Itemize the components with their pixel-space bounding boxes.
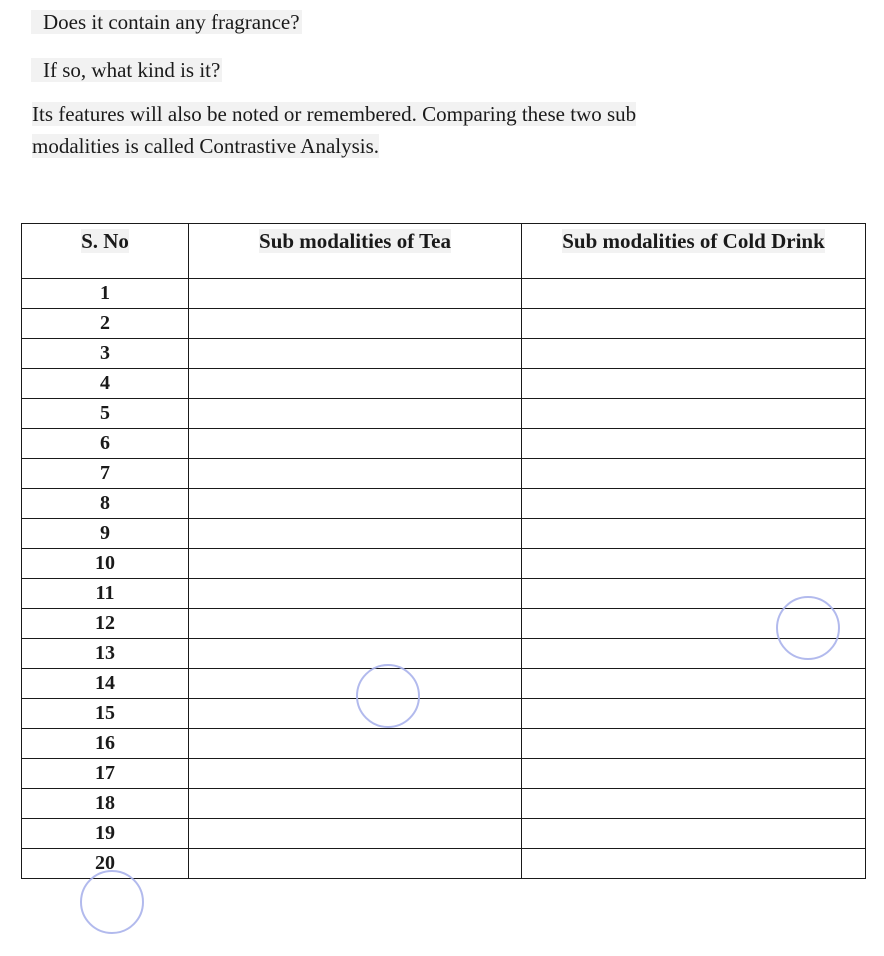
serial-number-cell: 12: [22, 609, 189, 639]
paragraph-contrastive-analysis: [32, 98, 636, 162]
serial-number-cell: 17: [22, 759, 189, 789]
cold-drink-entry-cell[interactable]: [522, 819, 866, 849]
tea-entry-cell[interactable]: [189, 849, 522, 879]
cold-drink-entry-cell[interactable]: [522, 849, 866, 879]
serial-number-cell: 6: [22, 429, 189, 459]
serial-number-cell: 20: [22, 849, 189, 879]
table-row: [22, 639, 866, 669]
tea-entry-cell[interactable]: [189, 279, 522, 309]
table-row: [22, 579, 866, 609]
decorative-circle: [356, 664, 420, 728]
cold-drink-entry-cell[interactable]: [522, 699, 866, 729]
tea-entry-cell[interactable]: [189, 639, 522, 669]
table-row: [22, 789, 866, 819]
serial-number-cell: 7: [22, 459, 189, 489]
decorative-circle: [776, 596, 840, 660]
cold-drink-entry-cell[interactable]: [522, 369, 866, 399]
cold-drink-entry-cell[interactable]: [522, 759, 866, 789]
serial-number-cell: 13: [22, 639, 189, 669]
tea-entry-cell[interactable]: [189, 789, 522, 819]
table-row: [22, 699, 866, 729]
table-row: [22, 759, 866, 789]
tea-entry-cell[interactable]: [189, 519, 522, 549]
table-row: [22, 369, 866, 399]
tea-entry-cell[interactable]: [189, 609, 522, 639]
question-fragrance: Does it contain any fragrance?: [31, 6, 302, 38]
serial-number-cell: 16: [22, 729, 189, 759]
table-row: [22, 309, 866, 339]
serial-number-cell: 8: [22, 489, 189, 519]
cold-drink-entry-cell[interactable]: [522, 339, 866, 369]
tea-entry-cell[interactable]: [189, 459, 522, 489]
cold-drink-entry-cell[interactable]: [522, 399, 866, 429]
tea-entry-cell[interactable]: [189, 819, 522, 849]
table-row: [22, 819, 866, 849]
cold-drink-entry-cell[interactable]: [522, 279, 866, 309]
tea-entry-cell[interactable]: [189, 369, 522, 399]
table-row: [22, 549, 866, 579]
cold-drink-entry-cell[interactable]: [522, 789, 866, 819]
tea-entry-cell[interactable]: [189, 729, 522, 759]
tea-entry-cell[interactable]: [189, 759, 522, 789]
header-cold-drink: Sub modalities of Cold Drink: [522, 224, 866, 279]
header-serial-no: S. No: [22, 224, 189, 279]
table-row: [22, 339, 866, 369]
serial-number-cell: 15: [22, 699, 189, 729]
serial-number-cell: 9: [22, 519, 189, 549]
tea-entry-cell[interactable]: [189, 549, 522, 579]
paragraph-line-1: Its features will also be noted or remembered. Comparing these two sub: [32, 102, 637, 126]
cold-drink-entry-cell[interactable]: [522, 669, 866, 699]
table-row: [22, 729, 866, 759]
table-row: [22, 459, 866, 489]
serial-number-cell: 19: [22, 819, 189, 849]
tea-entry-cell[interactable]: [189, 309, 522, 339]
table-row: [22, 489, 866, 519]
tea-entry-cell[interactable]: [189, 489, 522, 519]
cold-drink-entry-cell[interactable]: [522, 519, 866, 549]
serial-number-cell: 10: [22, 549, 189, 579]
table-row: [22, 519, 866, 549]
serial-number-cell: 5: [22, 399, 189, 429]
decorative-circle: [80, 870, 144, 934]
tea-entry-cell[interactable]: [189, 399, 522, 429]
tea-entry-cell[interactable]: [189, 579, 522, 609]
serial-number-cell: 18: [22, 789, 189, 819]
tea-entry-cell[interactable]: [189, 339, 522, 369]
serial-number-cell: 1: [22, 279, 189, 309]
table-row: [22, 279, 866, 309]
cold-drink-entry-cell[interactable]: [522, 729, 866, 759]
table-row: [22, 609, 866, 639]
tea-entry-cell[interactable]: [189, 669, 522, 699]
serial-number-cell: 11: [22, 579, 189, 609]
serial-number-cell: 4: [22, 369, 189, 399]
cold-drink-entry-cell[interactable]: [522, 489, 866, 519]
header-tea: Sub modalities of Tea: [189, 224, 522, 279]
serial-number-cell: 2: [22, 309, 189, 339]
serial-number-cell: 3: [22, 339, 189, 369]
cold-drink-entry-cell[interactable]: [522, 429, 866, 459]
table-row: [22, 429, 866, 459]
table-row: [22, 669, 866, 699]
question-kind: If so, what kind is it?: [31, 54, 222, 86]
tea-entry-cell[interactable]: [189, 699, 522, 729]
cold-drink-entry-cell[interactable]: [522, 459, 866, 489]
paragraph-line-2: modalities is called Contrastive Analysis.: [32, 134, 380, 158]
table-row: [22, 849, 866, 879]
table-row: [22, 399, 866, 429]
cold-drink-entry-cell[interactable]: [522, 549, 866, 579]
cold-drink-entry-cell[interactable]: [522, 309, 866, 339]
serial-number-cell: 14: [22, 669, 189, 699]
comparison-table: [21, 223, 866, 879]
table-header-row: [22, 224, 866, 279]
tea-entry-cell[interactable]: [189, 429, 522, 459]
